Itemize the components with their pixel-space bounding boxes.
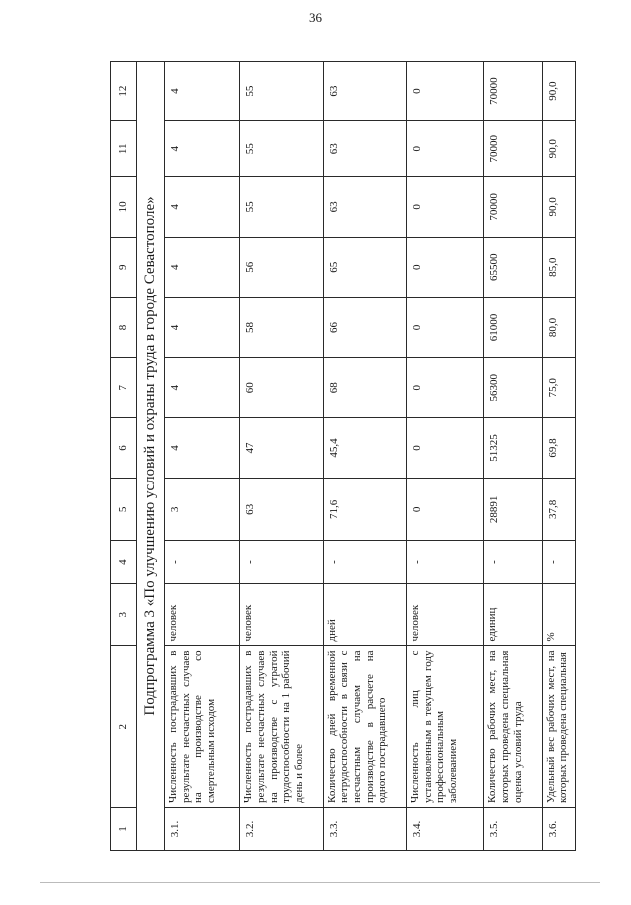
row-number: 3.5. (484, 807, 542, 850)
unit-cell: человек (240, 584, 323, 646)
value-cell: 0 (407, 121, 484, 177)
value-cell: 69,8 (542, 418, 575, 478)
value-cell: 55 (240, 121, 323, 177)
value-cell: 4 (165, 237, 240, 297)
unit-cell: человек (165, 584, 240, 646)
indicator-name: Удельный вес рабочих мест, на которых проведена специальная (542, 646, 575, 807)
value-cell: 55 (240, 62, 323, 121)
table-row (240, 62, 323, 851)
unit-cell: дней (323, 584, 406, 646)
indicator-name: Численность лиц с установленным в текущем году профессиональным заболеванием (407, 646, 484, 807)
value-cell: 66 (323, 297, 406, 357)
row-number: 3.3. (323, 807, 406, 850)
value-cell: 0 (407, 237, 484, 297)
value-cell: 63 (240, 478, 323, 540)
value-cell: 75,0 (542, 358, 575, 418)
column-number: 4 (111, 541, 137, 584)
value-cell: 0 (407, 478, 484, 540)
table-row (542, 62, 575, 851)
value-cell: 0 (407, 418, 484, 478)
value-cell: 71,6 (323, 478, 406, 540)
table-row (323, 62, 406, 851)
value-cell: 56300 (484, 358, 542, 418)
value-cell: 63 (323, 62, 406, 121)
value-cell: 63 (323, 177, 406, 237)
value-cell: 4 (165, 297, 240, 357)
indicator-name: Количество дней временной нетрудоспособности в связи с несчастным случаем на производстве в расчете на одного пострадавшего (323, 646, 406, 807)
indicator-name: Численность пострадавших в результате несчастных случаев на производстве с утратой трудоспособности на 1 рабочий день и более (240, 646, 323, 807)
table-row (484, 62, 542, 851)
value-cell: 4 (165, 177, 240, 237)
subprogram-row (137, 62, 165, 851)
rotated-table-container (110, 61, 576, 851)
column-number: 2 (111, 646, 137, 807)
value-cell: 90,0 (542, 177, 575, 237)
value-cell: - (165, 541, 240, 584)
value-cell: - (323, 541, 406, 584)
value-cell: 70000 (484, 177, 542, 237)
value-cell: 4 (165, 62, 240, 121)
value-cell: - (407, 541, 484, 584)
column-number-row (111, 62, 137, 851)
value-cell: 55 (240, 177, 323, 237)
value-cell: 85,0 (542, 237, 575, 297)
table-row (165, 62, 240, 851)
value-cell: 80,0 (542, 297, 575, 357)
value-cell: 60 (240, 358, 323, 418)
value-cell: 47 (240, 418, 323, 478)
row-number: 3.1. (165, 807, 240, 850)
row-number: 3.6. (542, 807, 575, 850)
value-cell: 4 (165, 121, 240, 177)
column-number: 3 (111, 584, 137, 646)
subprogram-title: Подпрограмма 3 «По улучшению условий и охраны труда в городе Севастополе» (137, 62, 165, 851)
value-cell: - (484, 541, 542, 584)
indicators-table (110, 61, 576, 851)
value-cell: 90,0 (542, 62, 575, 121)
value-cell: 56 (240, 237, 323, 297)
column-number: 7 (111, 358, 137, 418)
row-number: 3.2. (240, 807, 323, 850)
value-cell: 3 (165, 478, 240, 540)
value-cell: - (542, 541, 575, 584)
unit-cell: % (542, 584, 575, 646)
indicator-name: Численность пострадавших в результате несчастных случаев на производстве со смертельным исходом (165, 646, 240, 807)
column-number: 9 (111, 237, 137, 297)
value-cell: 58 (240, 297, 323, 357)
value-cell: 4 (165, 358, 240, 418)
indicator-name: Количество рабочих мест, на которых проведена специальная оценка условий труда (484, 646, 542, 807)
value-cell: 0 (407, 358, 484, 418)
value-cell: 61000 (484, 297, 542, 357)
value-cell: 0 (407, 177, 484, 237)
value-cell: 0 (407, 297, 484, 357)
unit-cell: единиц (484, 584, 542, 646)
unit-cell: человек (407, 584, 484, 646)
value-cell: 63 (323, 121, 406, 177)
table-row (407, 62, 484, 851)
column-number: 6 (111, 418, 137, 478)
row-number: 3.4. (407, 807, 484, 850)
value-cell: 51325 (484, 418, 542, 478)
value-cell: 68 (323, 358, 406, 418)
column-number: 8 (111, 297, 137, 357)
column-number: 1 (111, 807, 137, 850)
value-cell: 90,0 (542, 121, 575, 177)
column-number: 5 (111, 478, 137, 540)
value-cell: 65 (323, 237, 406, 297)
page-number: 36 (309, 10, 322, 25)
value-cell: 65500 (484, 237, 542, 297)
value-cell: - (240, 541, 323, 584)
value-cell: 4 (165, 418, 240, 478)
value-cell: 28891 (484, 478, 542, 540)
column-number: 10 (111, 177, 137, 237)
value-cell: 70000 (484, 121, 542, 177)
column-number: 12 (111, 62, 137, 121)
value-cell: 45,4 (323, 418, 406, 478)
value-cell: 0 (407, 62, 484, 121)
value-cell: 70000 (484, 62, 542, 121)
page-bottom-rule (40, 882, 600, 883)
column-number: 11 (111, 121, 137, 177)
value-cell: 37,8 (542, 478, 575, 540)
